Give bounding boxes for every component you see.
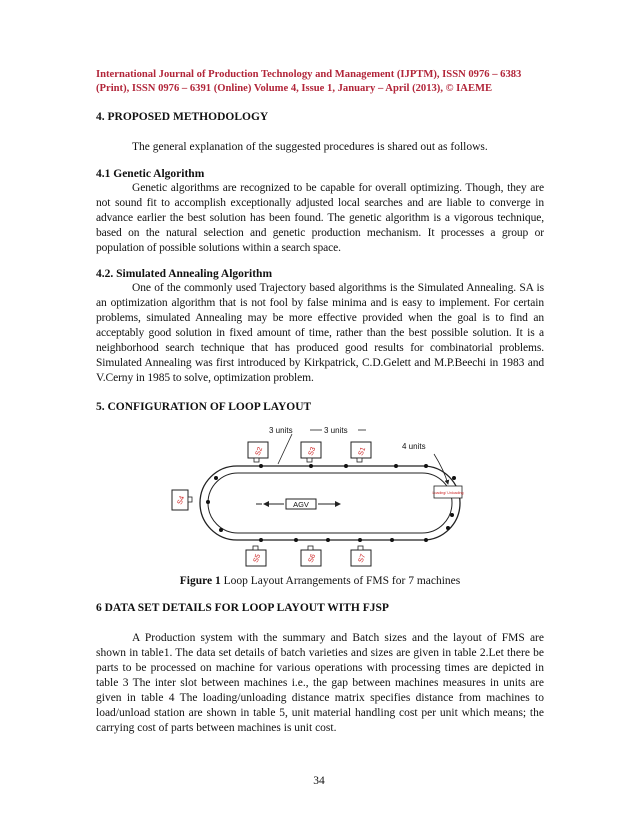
section-4-title: 4. PROPOSED METHODOLOGY	[96, 111, 269, 123]
machine-s5	[246, 546, 266, 566]
svg-text:S1: S1	[357, 446, 368, 457]
units-label-left: 3 units	[269, 426, 293, 435]
section-6-body: A Production system with the summary and Batch sizes and the layout of FMS are shown in table1. The data set details of batch varieties and sizes are given in table 2.Let there be parts to be processed on machine for various operations with processing times are depicted in table 3 The inter slot between machines i.e., the gap between machines measures in units are given in table 4 The loading/unloading distance matrix specifies distance from machines to load/unload station are shown in table 5, unit material handling cost per unit which means; the carrying cost of parts between machines is unit cost.	[96, 632, 544, 734]
svg-text:S4: S4	[176, 495, 187, 506]
section-4-2-title: 4.2. Simulated Annealing Algorithm	[96, 268, 273, 280]
svg-text:S6: S6	[307, 553, 318, 564]
figure-caption-text: Loop Layout Arrangements of FMS for 7 machines	[220, 575, 461, 587]
journal-header-line1: International Journal of Production Technology and Management (IJPTM), ISSN 0976 – 6383	[96, 69, 522, 80]
section-6-title: 6 DATA SET DETAILS FOR LOOP LAYOUT WITH FJSP	[96, 602, 389, 614]
svg-text:S7: S7	[357, 553, 368, 564]
loading-unloading-station	[433, 486, 464, 498]
track-slots	[206, 464, 456, 542]
machine-s2	[248, 442, 268, 462]
page-number: 34	[313, 775, 325, 787]
loop-layout-diagram	[96, 420, 544, 568]
section-5-title: 5. CONFIGURATION OF LOOP LAYOUT	[96, 401, 312, 413]
loop-track-outer	[200, 466, 460, 540]
figure-caption	[96, 574, 544, 589]
journal-header	[96, 68, 544, 96]
svg-text:S5: S5	[252, 553, 263, 564]
machine-s7	[351, 546, 371, 566]
machine-s1	[351, 442, 371, 462]
svg-text:Loading/ Unloading: Loading/ Unloading	[432, 491, 464, 495]
machine-s3	[301, 442, 321, 462]
units-label-far: 4 units	[402, 442, 426, 451]
loop-track-inner	[208, 473, 452, 533]
section-4-1-title: 4.1 Genetic Algorithm	[96, 168, 205, 180]
machine-s4	[172, 490, 192, 510]
journal-header-line2: (Print), ISSN 0976 – 6391 (Online) Volume 4, Issue 1, January – April (2013), © IAEME	[96, 83, 493, 94]
agv-label: AGV	[293, 500, 309, 509]
loop-layout-figure	[96, 420, 544, 568]
section-4-1-body: Genetic algorithms are recognized to be capable for overall optimizing. Though, they are not sound fit to accomplish exceptionally adjusted local searches and are liable to converge in advance earlier the best solution has been found. The genetic algorithm is a vigorous technique, based on the natural selection and genetic production mechanism. It processes a group or population of possible solutions within a search space.	[96, 182, 544, 254]
page-content	[96, 68, 544, 736]
svg-text:S3: S3	[307, 446, 318, 457]
svg-text:S2: S2	[254, 446, 265, 457]
machine-s6	[301, 546, 321, 566]
section-4-2-body: One of the commonly used Trajectory based algorithms is the Simulated Annealing. SA is an optimization algorithm that is not fool by false minima and is easy to implement. For certain problems, simulated Annealing may be more effective provided when the goal is to find an acceptably good solution in fixed amount of time, rather than the best possible solution. It is a neighborhood search technique that has produced good results for combinatorial problems. Simulated Annealing was first introduced by Kirkpatrick, C.D.Gelett and M.P.Beechi in 1983 and V.Cerny in 1985 to solve, optimization problem.	[96, 282, 544, 384]
units-label-right: 3 units	[324, 426, 348, 435]
figure-caption-label: Figure 1	[179, 575, 221, 587]
section-4-intro: The general explanation of the suggested procedures is shared out as follows.	[132, 141, 488, 153]
